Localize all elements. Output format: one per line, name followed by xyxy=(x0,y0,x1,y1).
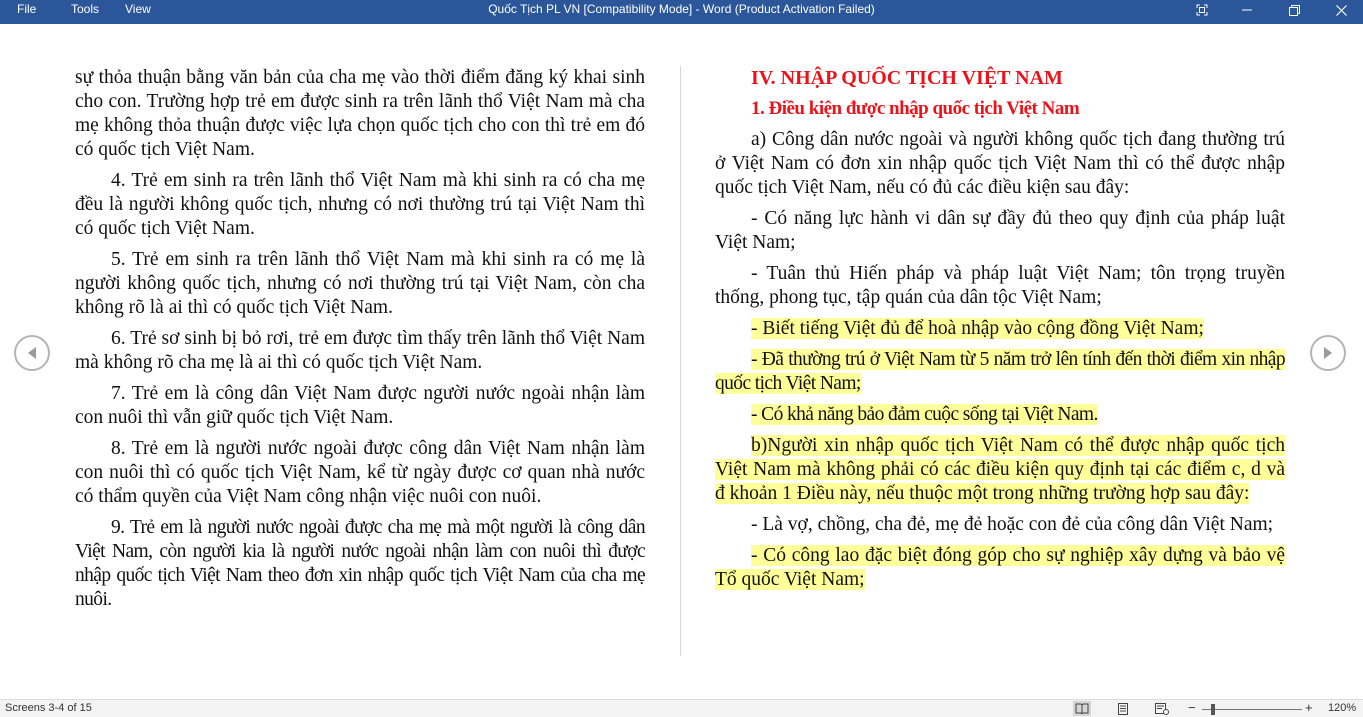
condition-livelihood: - Có khả năng bảo đảm cuộc sống tại Việt Nam. xyxy=(751,404,1098,425)
close-icon xyxy=(1336,5,1347,16)
zoom-out-button[interactable]: − xyxy=(1188,700,1196,715)
zoom-level[interactable]: 120% xyxy=(1328,702,1357,714)
next-screen-button[interactable] xyxy=(1310,335,1346,371)
triangle-right-icon xyxy=(1322,346,1334,360)
section-heading: IV. NHẬP QUỐC TỊCH VIỆT NAM xyxy=(751,67,1063,89)
condition-residence-5-years: - Đã thường trú ở Việt Nam từ 5 năm trở lên tính đến thời điểm xin nhập quốc tịch Việt Nam; xyxy=(715,349,1285,394)
read-mode-button[interactable] xyxy=(1073,701,1091,716)
restore-button[interactable] xyxy=(1276,0,1312,20)
paragraph-item-8: 8. Trẻ em là người nước ngoài được công dân Việt Nam nhận làm con nuôi thì có quốc tịch Việt Nam, kể từ ngày được cơ quan nhà nước có thẩm quyền của Việt Nam công nhận việc nuôi con nuôi. xyxy=(75,438,645,507)
triangle-left-icon xyxy=(26,346,38,360)
menu-file[interactable]: File xyxy=(17,2,37,16)
web-layout-button[interactable] xyxy=(1153,701,1171,716)
paragraph-item-4: 4. Trẻ em sinh ra trên lãnh thổ Việt Nam mà khi sinh ra có cha mẹ đều là người không quốc tịch, nhưng có nơi thường trú tại Việt Nam thì có quốc tịch Việt Nam. xyxy=(75,170,645,239)
condition-legal-capacity: - Có năng lực hành vi dân sự đầy đủ theo quy định của pháp luật Việt Nam; xyxy=(715,208,1285,253)
zoom-slider-track[interactable] xyxy=(1202,709,1302,710)
read-mode-icon xyxy=(1075,703,1089,714)
paragraph-item-6: 6. Trẻ sơ sinh bị bỏ rơi, trẻ em được tìm thấy trên lãnh thổ Việt Nam mà không rõ cha mẹ là ai thì có quốc tịch Việt Nam. xyxy=(75,328,645,373)
condition-vietnamese-language: - Biết tiếng Việt đủ để hoà nhập vào cộng đồng Việt Nam; xyxy=(751,318,1204,339)
title-bar xyxy=(0,0,1363,24)
screen-counter: Screens 3-4 of 15 xyxy=(5,702,92,714)
web-layout-icon xyxy=(1155,703,1169,715)
window-title: Quốc Tịch PL VN [Compatibility Mode] - Word (Product Activation Failed) xyxy=(488,2,875,16)
menu-tools[interactable]: Tools xyxy=(71,2,100,16)
case-spouse-parent-child: - Là vợ, chồng, cha đẻ, mẹ đẻ hoặc con đẻ của công dân Việt Nam; xyxy=(751,514,1274,535)
paragraph-item-9: 9. Trẻ em là người nước ngoài được cha mẹ mà một người là công dân Việt Nam, còn người kia là người nước ngoài nhận làm con nuôi thì được nhập quốc tịch Việt Nam theo đơn xin nhập quốc tịch Việt Nam của cha mẹ nuôi. xyxy=(75,517,645,610)
focus-icon xyxy=(1196,4,1208,16)
status-bar xyxy=(0,699,1363,717)
paragraph-a: a) Công dân nước ngoài và người không quốc tịch đang thường trú ở Việt Nam có đơn xin nhập quốc tịch Việt Nam thì có thể được nhập quốc tịch Việt Nam, nếu có đủ các điều kiện sau đây: xyxy=(715,129,1285,198)
restore-icon xyxy=(1289,5,1300,16)
zoom-in-button[interactable]: + xyxy=(1305,700,1313,715)
paragraph-b: b)Người xin nhập quốc tịch Việt Nam có thể được nhập quốc tịch Việt Nam mà không phải có các điều kiện quy định tại các điểm c, d và đ khoản 1 Điều này, nếu thuộc một trong những trường hợp sau đây: xyxy=(715,435,1285,504)
case-special-contribution: - Có công lao đặc biệt đóng góp cho sự nghiệp xây dựng và bảo vệ Tổ quốc Việt Nam; xyxy=(715,545,1285,590)
previous-screen-button[interactable] xyxy=(14,335,50,371)
paragraph-item-7: 7. Trẻ em là công dân Việt Nam được người nước ngoài nhận làm con nuôi thì vẫn giữ quốc tịch Việt Nam. xyxy=(75,383,645,428)
focus-mode-button[interactable] xyxy=(1184,0,1220,20)
minimize-button[interactable] xyxy=(1229,0,1265,20)
print-layout-button[interactable] xyxy=(1114,701,1132,716)
paragraph-item-5: 5. Trẻ em sinh ra trên lãnh thổ Việt Nam mà khi sinh ra có mẹ là người không quốc tịch, nhưng có nơi thường trú tại Việt Nam, còn cha không rõ là ai thì có quốc tịch Việt Nam. xyxy=(75,249,645,318)
section-subheading: 1. Điều kiện được nhập quốc tịch Việt Nam xyxy=(751,98,1080,119)
print-layout-icon xyxy=(1117,703,1129,715)
condition-obey-law: - Tuân thủ Hiến pháp và pháp luật Việt Nam; tôn trọng truyền thống, phong tục, tập quán của dân tộc Việt Nam; xyxy=(715,263,1285,308)
paragraph-continuation: sự thỏa thuận bằng văn bản của cha mẹ vào thời điểm đăng ký khai sinh cho con. Trường hợp trẻ em được sinh ra trên lãnh thổ Việt Nam mà cha mẹ không thỏa thuận được việc lựa chọn quốc tịch cho con thì trẻ em đó có quốc tịch Việt Nam. xyxy=(75,67,645,160)
column-divider xyxy=(680,66,681,656)
close-button[interactable] xyxy=(1323,0,1359,20)
right-page-column xyxy=(715,66,1285,599)
zoom-slider-thumb[interactable] xyxy=(1211,704,1215,715)
minimize-icon xyxy=(1242,5,1252,15)
left-page-column xyxy=(75,66,645,619)
menu-view[interactable]: View xyxy=(125,2,151,16)
